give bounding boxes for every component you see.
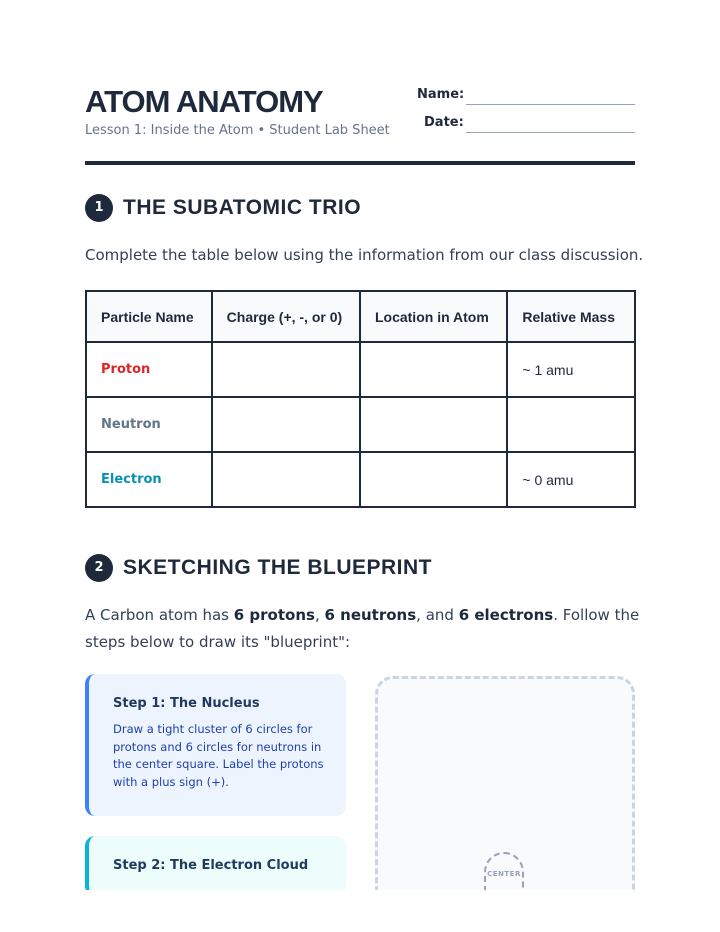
- date-field[interactable]: [466, 132, 635, 133]
- step-title: Step 2: The Electron Cloud: [113, 858, 309, 873]
- mass-cell[interactable]: [507, 397, 635, 452]
- column-header: Particle Name: [86, 291, 212, 342]
- name-label: Name:: [417, 87, 465, 102]
- step-title: Step 1: The Nucleus: [113, 696, 260, 711]
- column-header: Charge (+, -, or 0): [212, 291, 360, 342]
- step-body: Draw a tight cluster of 6 circles for protons and 6 circles for neutrons in the center square. Label the protons with a plus sign (+).: [113, 722, 324, 789]
- section-number-badge: 1: [85, 194, 113, 222]
- particle-name-electron: Electron: [86, 452, 212, 507]
- header-divider: [85, 161, 635, 165]
- table-header-row: [86, 291, 635, 342]
- drawing-area[interactable]: [375, 676, 635, 916]
- center-square: CENTER: [484, 852, 524, 902]
- table-instructions: Complete the table below using the information from our class discussion.: [85, 246, 644, 264]
- section-number-badge: 2: [85, 554, 113, 582]
- worksheet-title: ATOM ANATOMY: [85, 84, 323, 119]
- table-row: [86, 397, 635, 452]
- section-title: THE SUBATOMIC TRIO: [123, 196, 362, 219]
- table-row: [86, 342, 635, 397]
- location-cell[interactable]: [360, 342, 507, 397]
- section-title: SKETCHING THE BLUEPRINT: [123, 556, 433, 579]
- blueprint-intro: A Carbon atom has 6 protons, 6 neutrons, and 6 electrons. Follow the steps below to draw its "blueprint":: [85, 606, 640, 651]
- location-cell[interactable]: [360, 452, 507, 507]
- column-header: Relative Mass: [507, 291, 635, 342]
- mass-cell: ~ 1 amu: [507, 342, 635, 397]
- table-row: [86, 452, 635, 507]
- page-cutoff: [0, 890, 720, 932]
- particle-name-neutron: Neutron: [86, 397, 212, 452]
- charge-cell[interactable]: [212, 342, 360, 397]
- particle-name-proton: Proton: [86, 342, 212, 397]
- date-label: Date:: [424, 115, 464, 130]
- name-field[interactable]: [466, 104, 635, 105]
- mass-cell: ~ 0 amu: [507, 452, 635, 507]
- worksheet-subtitle: Lesson 1: Inside the Atom • Student Lab Sheet: [85, 123, 390, 138]
- step-card: [85, 674, 346, 816]
- location-cell[interactable]: [360, 397, 507, 452]
- column-header: Location in Atom: [360, 291, 507, 342]
- charge-cell[interactable]: [212, 397, 360, 452]
- step-card: [85, 836, 346, 896]
- particle-table: [85, 290, 636, 508]
- charge-cell[interactable]: [212, 452, 360, 507]
